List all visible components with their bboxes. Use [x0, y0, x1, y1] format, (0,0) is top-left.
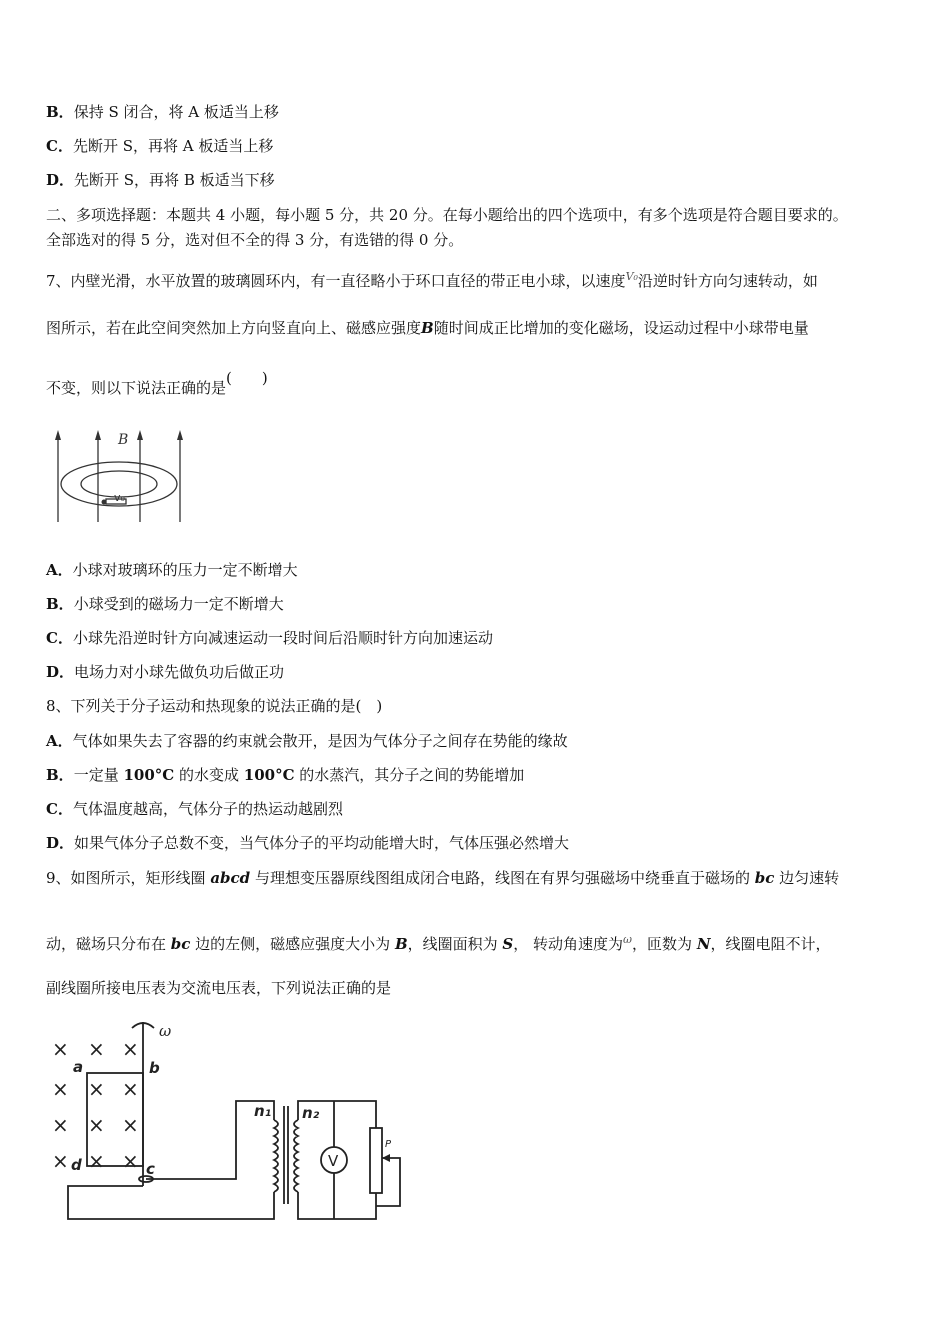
field-cross: × [88, 1113, 105, 1137]
option-letter: B． [46, 595, 74, 613]
field-label-b: B [118, 432, 129, 448]
temperature-value: 100°C [123, 766, 175, 784]
q7-text: 7、内壁光滑，水平放置的玻璃圆环内，有一直径略小于环口直径的带正电小球，以速度 [46, 272, 626, 290]
field-cross: × [122, 1077, 139, 1101]
b-symbol: B [394, 935, 408, 953]
section2-line2: 全部选对的得 5 分，选对但不全的得 3 分，有选错的得 0 分。 [46, 231, 464, 249]
q7-option-c [46, 628, 493, 648]
option-text: 先断开 S，再将 B 板适当下移 [74, 171, 275, 189]
label-n1: n₁ [254, 1102, 272, 1120]
field-cross: × [52, 1077, 69, 1101]
answer-paren: ( ) [226, 369, 268, 387]
label-n2: n₂ [302, 1104, 320, 1122]
q6-option-d [46, 170, 275, 190]
field-cross: × [52, 1149, 69, 1173]
field-cross: × [52, 1113, 69, 1137]
label-a: a [73, 1058, 84, 1076]
q9-text: 9、如图所示，矩形线圈 [46, 869, 211, 887]
rheostat [370, 1128, 382, 1193]
q7-magnetic-ring-figure [46, 428, 196, 526]
option-letter: D． [46, 663, 75, 681]
n-symbol: N [696, 935, 711, 953]
q9-stem-line2 [46, 930, 831, 954]
option-letter: C． [46, 137, 73, 155]
option-letter: C． [46, 800, 73, 818]
field-cross: × [122, 1037, 139, 1061]
omega-symbol: ω [623, 933, 633, 946]
arrow-up-icon [177, 430, 183, 440]
q9-text: 与理想变压器原线图组成闭合电路，线图在有界匀强磁场中绕垂直于磁场的 [250, 869, 755, 887]
label-b: b [149, 1059, 160, 1077]
q9-text: ，匝数为 [632, 935, 697, 953]
q7-stem-line3 [46, 369, 268, 398]
q7-text: 沿逆时针方向匀速转动，如 [637, 272, 818, 290]
option-text: 一定量 [73, 766, 124, 784]
q7-text: 不变，则以下说法正确的是 [46, 379, 227, 397]
q7-option-d [46, 662, 284, 682]
option-letter: D． [46, 834, 75, 852]
section2-line1: 二、多项选择题：本题共 4 小题，每小题 5 分，共 20 分。在每小题给出的四个选项中，有多个选项是符合题目要求的。 [46, 206, 848, 224]
temperature-value: 100°C [243, 766, 295, 784]
arrow-up-icon [95, 430, 101, 440]
option-text: 小球对玻璃环的压力一定不断增大 [72, 561, 298, 579]
field-cross: × [88, 1149, 105, 1173]
option-letter: A． [46, 561, 73, 579]
field-cross: × [122, 1149, 139, 1173]
q8-option-a [46, 731, 568, 751]
q7-stem-line2 [46, 318, 809, 338]
q8-stem: 8、下列关于分子运动和热现象的说法正确的是( ) [46, 697, 383, 715]
option-text: 如果气体分子总数不变，当气体分子的平均动能增大时，气体压强必然增大 [74, 834, 570, 852]
bc-symbol: bc [754, 869, 775, 887]
bc-symbol: bc [170, 935, 191, 953]
secondary-wire [298, 1192, 376, 1219]
q9-text: 动，磁场只分布在 [46, 935, 171, 953]
arrow-up-icon [55, 430, 61, 440]
v0-symbol: V₀ [625, 270, 638, 283]
label-d: d [71, 1156, 82, 1174]
option-letter: C． [46, 629, 73, 647]
q8-option-d [46, 833, 569, 853]
option-letter: B． [46, 766, 74, 784]
label-c: c [146, 1160, 155, 1178]
q8-option-b [46, 765, 524, 785]
option-text: 保持 S 闭合，将 A 板适当上移 [73, 103, 279, 121]
option-text: 气体温度越高，气体分子的热运动越剧烈 [72, 800, 343, 818]
q9-stem-line3: 副线圈所接电压表为交流电压表，下列说法正确的是 [46, 979, 392, 997]
voltmeter-label: V [328, 1152, 339, 1170]
option-text: 气体如果失去了容器的约束就会散开，是因为气体分子之间存在势能的缘故 [72, 732, 568, 750]
field-cross: × [88, 1077, 105, 1101]
option-text: 的水变成 [174, 766, 244, 784]
abcd-symbol: abcd [210, 869, 251, 887]
slider-label-p: P [385, 1139, 392, 1150]
q7-option-a [46, 560, 298, 580]
q8-option-c [46, 799, 343, 819]
option-letter: D． [46, 171, 75, 189]
slider-arrow-icon [382, 1154, 390, 1162]
q6-option-c [46, 136, 273, 156]
option-text: 小球先沿逆时针方向减速运动一段时间后沿顺时针方向加速运动 [72, 629, 493, 647]
arrow-up-icon [137, 430, 143, 440]
q7-option-b [46, 594, 284, 614]
charged-ball [102, 500, 107, 505]
q9-text: ，线圈面积为 [407, 935, 503, 953]
option-text: 小球受到的磁场力一定不断增大 [73, 595, 284, 613]
slider-wire [376, 1158, 400, 1206]
label-omega: ω [159, 1022, 172, 1040]
q9-text: ，线圈电阻不计， [710, 935, 831, 953]
q7-text: 图所示，若在此空间突然加上方向竖直向上、磁感应强度 [46, 319, 422, 337]
q9-stem-line1 [46, 868, 839, 888]
b-symbol: B [421, 319, 434, 337]
primary-wire [68, 1186, 274, 1219]
primary-coil [274, 1120, 278, 1192]
s-symbol: S [502, 935, 514, 953]
q7-stem-line1 [46, 267, 818, 291]
option-text: 的水蒸汽，其分子之间的势能增加 [294, 766, 525, 784]
field-cross: × [52, 1037, 69, 1061]
option-text: 电场力对小球先做负功后做正功 [74, 663, 285, 681]
option-text: 先断开 S，再将 A 板适当上移 [72, 137, 274, 155]
option-letter: B． [46, 103, 74, 121]
q7-text: 随时间成正比增加的变化磁场，设运动过程中小球带电量 [433, 319, 809, 337]
velocity-label: v₀ [114, 491, 125, 504]
q9-text: 边的左侧，磁感应强度大小为 [190, 935, 395, 953]
secondary-coil [294, 1120, 298, 1192]
q9-text: 边匀速转 [774, 869, 840, 887]
field-cross: × [88, 1037, 105, 1061]
option-letter: A． [46, 732, 73, 750]
q9-transformer-circuit-figure [46, 1016, 416, 1228]
q6-option-b [46, 102, 279, 122]
field-cross: × [122, 1113, 139, 1137]
q9-text: ， 转动角速度为 [513, 935, 624, 953]
